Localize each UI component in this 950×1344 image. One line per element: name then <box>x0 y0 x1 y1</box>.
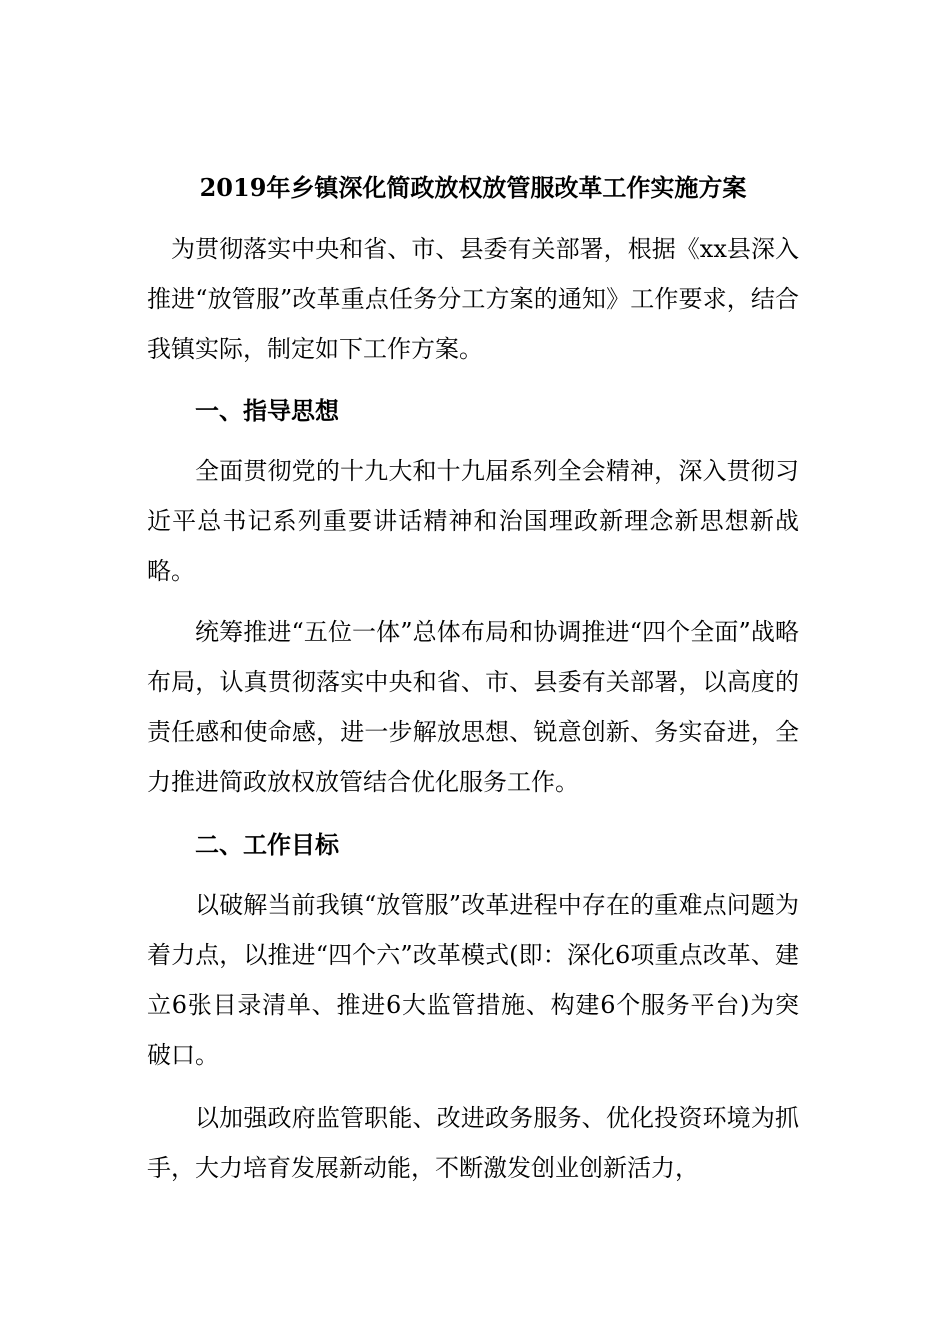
work-goals-paragraph-1: 以破解当前我镇“放管服”改革进程中存在的重难点问题为着力点，以推进“四个六”改革模式(即：深化6项重点改革、建立6张目录清单、推进6大监管措施、构建6个服务平台)为突破口。 <box>147 891 799 1069</box>
work-goals-paragraph-2: 以加强政府监管职能、改进政务服务、优化投资环境为抓手，大力培育发展新动能，不断激发创业创新活力， <box>147 1104 799 1182</box>
section-heading-work-goals: 二、工作目标 <box>195 830 339 859</box>
document-title: 2019年乡镇深化简政放权放管服改革工作实施方案 <box>199 173 747 202</box>
guiding-thought-paragraph-2: 统筹推进“五位一体”总体布局和协调推进“四个全面”战略布局，认真贯彻落实中央和省、市、县委有关部署，以高度的责任感和使命感，进一步解放思想、锐意创新、务实奋进，全力推进简政放权放管结合优化服务工作。 <box>147 618 799 796</box>
intro-paragraph: 为贯彻落实中央和省、市、县委有关部署，根据《xx县深入推进“放管服”改革重点任务分工方案的通知》工作要求，结合我镇实际，制定如下工作方案。 <box>147 235 799 363</box>
guiding-thought-paragraph-1: 全面贯彻党的十九大和十九届系列全会精神，深入贯彻习近平总书记系列重要讲话精神和治国理政新理念新思想新战略。 <box>147 457 799 585</box>
section-heading-guiding-thought: 一、指导思想 <box>195 396 339 425</box>
